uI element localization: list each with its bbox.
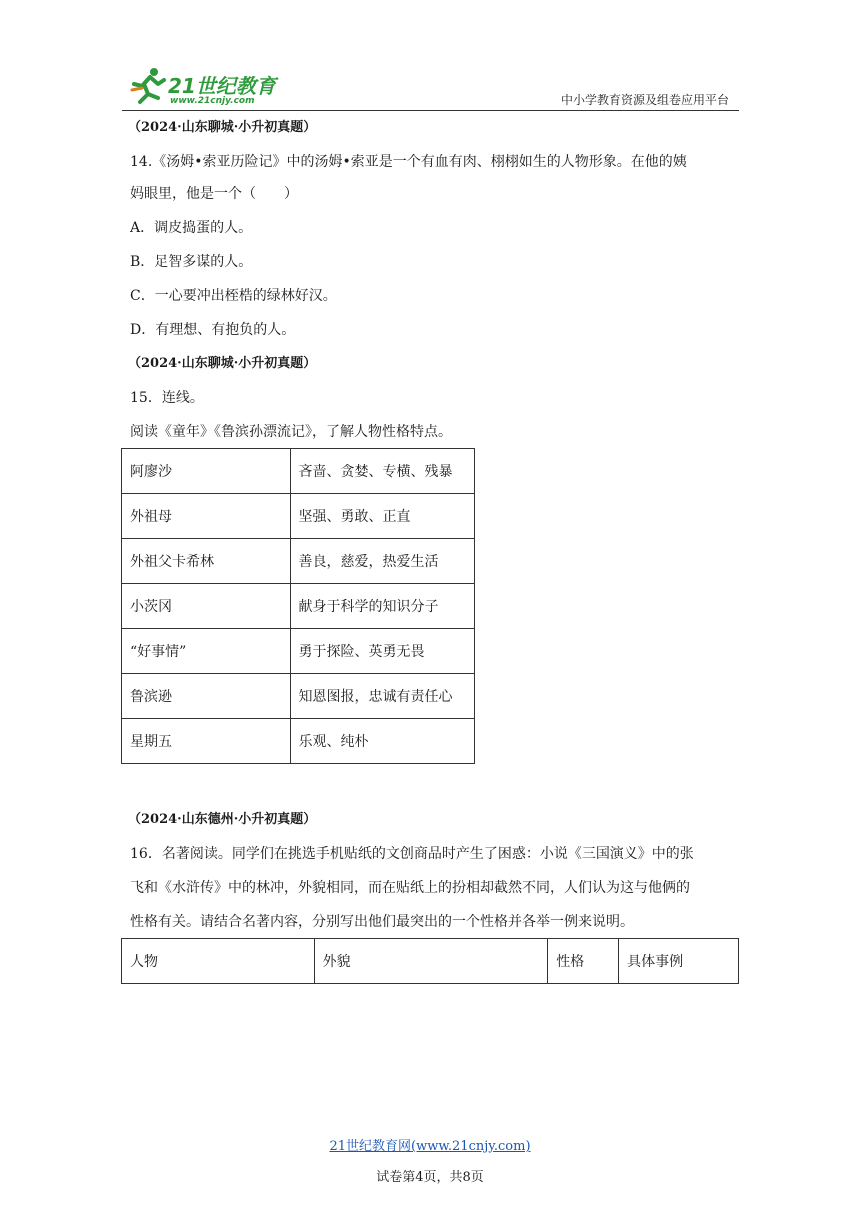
page-header — [122, 62, 739, 111]
character-cell: 外祖父卡希林 — [122, 539, 291, 584]
trait-cell: 善良，慈爱，热爱生活 — [290, 539, 474, 584]
trait-cell: 献身于科学的知识分子 — [290, 584, 474, 629]
table-row — [122, 629, 475, 674]
logo — [130, 66, 290, 108]
page-number: 试卷第4页，共8页 — [376, 1170, 484, 1185]
character-cell: 星期五 — [122, 719, 291, 764]
character-cell: 小茨冈 — [122, 584, 291, 629]
q14-stem-line2: 妈眼里，他是一个（ ） — [130, 186, 298, 202]
q14-option-b: B．足智多谋的人。 — [130, 254, 253, 270]
table-row — [122, 719, 475, 764]
header-example: 具体事例 — [619, 939, 739, 984]
trait-cell: 勇于探险、英勇无畏 — [290, 629, 474, 674]
logo-text: 21世纪教育 — [168, 74, 276, 98]
q15-match-table — [121, 448, 475, 764]
header-personality: 性格 — [548, 939, 619, 984]
trait-cell: 坚强、勇敢、正直 — [290, 494, 474, 539]
trait-cell: 知恩图报，忠诚有责任心 — [290, 674, 474, 719]
trait-cell: 乐观、纯朴 — [290, 719, 474, 764]
q14-source: （2024·山东聊城·小升初真题） — [128, 120, 317, 135]
character-cell: 阿廖沙 — [122, 449, 291, 494]
q16-stem-line3: 性格有关。请结合名著内容，分别写出他们最突出的一个性格并各举一例来说明。 — [130, 914, 634, 930]
q16-source: （2024·山东德州·小升初真题） — [128, 812, 317, 827]
q15-source: （2024·山东聊城·小升初真题） — [128, 356, 317, 371]
table-row — [122, 449, 475, 494]
character-cell: 外祖母 — [122, 494, 291, 539]
header-appearance: 外貌 — [314, 939, 548, 984]
q16-answer-table — [121, 938, 739, 984]
platform-name: 中小学教育资源及组卷应用平台 — [560, 93, 729, 107]
table-row — [122, 674, 475, 719]
q14-option-c: C．一心要冲出桎梏的绿林好汉。 — [130, 288, 337, 304]
runner-logo-icon — [130, 66, 166, 106]
header-person: 人物 — [122, 939, 315, 984]
table-row — [122, 494, 475, 539]
q16-stem-line1: 16．名著阅读。同学们在挑选手机贴纸的文创商品时产生了困惑：小说《三国演义》中的张 — [130, 846, 694, 862]
trait-cell: 吝啬、贪婪、专横、残暴 — [290, 449, 474, 494]
q14-option-a: A．调皮捣蛋的人。 — [130, 220, 253, 236]
footer-site-link[interactable]: 21世纪教育网(www.21cnjy.com) — [329, 1139, 531, 1154]
table-header-row — [122, 939, 739, 984]
table-row — [122, 584, 475, 629]
q14-stem-line1: 14.《汤姆•索亚历险记》中的汤姆•索亚是一个有血有肉、栩栩如生的人物形象。在他的姨 — [130, 154, 687, 170]
q15-title: 15．连线。 — [130, 390, 204, 406]
q16-stem-line2: 飞和《水浒传》中的林冲，外貌相同，而在贴纸上的扮相却截然不同，人们认为这与他俩的 — [130, 880, 690, 896]
q15-intro: 阅读《童年》《鲁滨孙漂流记》，了解人物性格特点。 — [130, 424, 452, 440]
character-cell: 鲁滨逊 — [122, 674, 291, 719]
table-row — [122, 539, 475, 584]
q14-option-d: D．有理想、有抱负的人。 — [130, 322, 296, 338]
character-cell: “好事情” — [122, 629, 291, 674]
logo-url: www.21cnjy.com — [170, 96, 255, 106]
